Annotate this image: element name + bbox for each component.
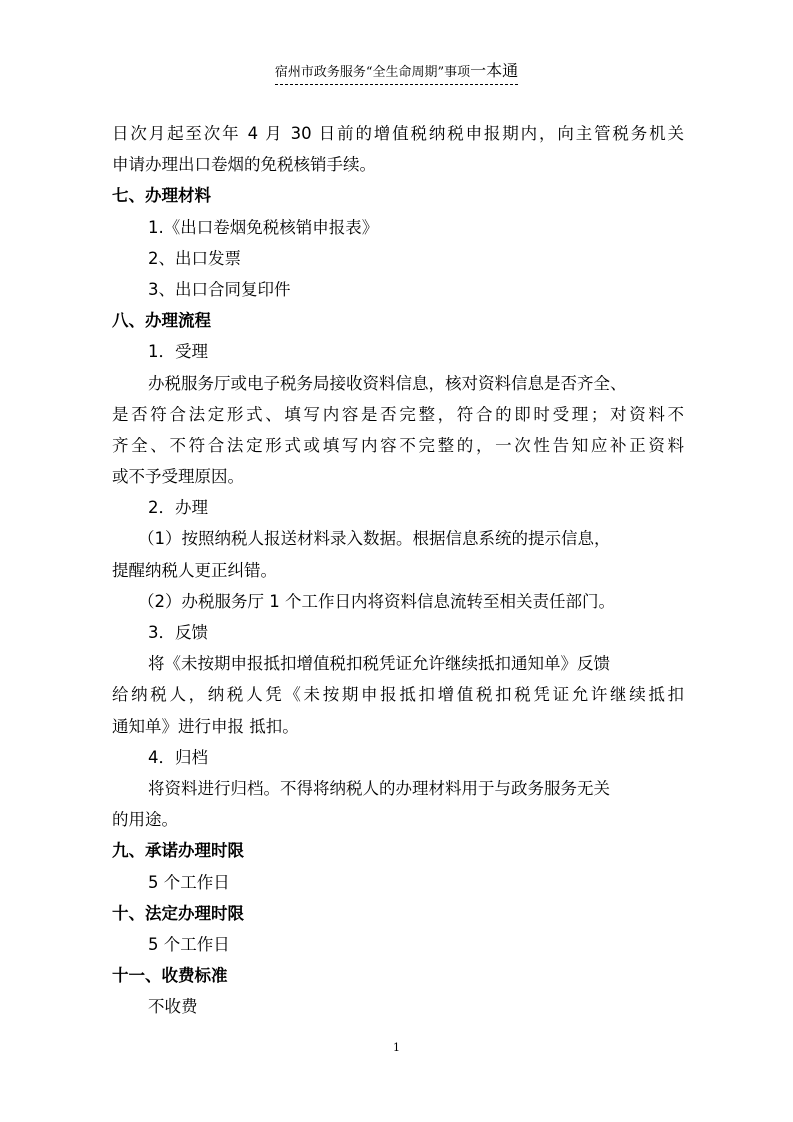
section-heading-materials: 七、办理材料 [112, 186, 211, 206]
step-heading-feedback: 3．反馈 [148, 623, 208, 642]
page-header [0, 62, 793, 85]
page-number: 1 [393, 1041, 400, 1054]
paragraph-line: 不收费 [148, 997, 198, 1017]
document-body [112, 118, 684, 1022]
paragraph-line: 齐全、不符合法定形式或填写内容不完整的，一次性告知应补正资料 [112, 435, 684, 455]
paragraph-line: 提醒纳税人更正纠错。 [112, 560, 277, 580]
header-title-tail: 一本通 [470, 61, 519, 80]
list-item: 2、出口发票 [148, 248, 241, 268]
paragraph-line: 的用途。 [112, 810, 178, 830]
paragraph-line: 或不予受理原因。 [112, 467, 244, 487]
section-heading-fees: 十一、收费标准 [112, 966, 228, 986]
paragraph-line: 将《未按期申报抵扣增值税扣税凭证允许继续抵扣通知单》反馈 [148, 654, 610, 674]
section-heading-promised-time: 九、承诺办理时限 [112, 841, 244, 861]
step-heading-handle: 2．办理 [148, 498, 208, 518]
paragraph-line: （2）办税服务厅 1 个工作日内将资料信息流转至相关责任部门。 [138, 591, 615, 611]
step-heading-archive: 4．归档 [148, 747, 208, 767]
paragraph-line: （1）按照纳税人报送材料录入数据。根据信息系统的提示信息， [138, 529, 611, 549]
header-title-underlined [275, 62, 518, 85]
paragraph-line: 5 个工作日 [148, 872, 230, 892]
header-title: 宿州市政务服务“全生命周期”事项 [274, 65, 471, 80]
paragraph-line: 给纳税人，纳税人凭《未按期申报抵扣增值税扣税凭证允许继续抵扣 [112, 685, 684, 705]
paragraph-line: 通知单》进行申报 抵扣。 [112, 716, 299, 736]
paragraph-line: 办税服务厅或电子税务局接收资料信息，核对资料信息是否齐全、 [148, 373, 627, 393]
paragraph-line: 日次月起至次年 4 月 30 日前的增值税纳税申报期内，向主管税务机关 [112, 124, 684, 143]
list-item: 1.《出口卷烟免税核销申报表》 [148, 217, 379, 237]
paragraph-line: 将资料进行归档。不得将纳税人的办理材料用于与政务服务无关 [148, 778, 610, 798]
list-item: 3、出口合同复印件 [148, 279, 291, 299]
paragraph-line: 5 个工作日 [148, 934, 230, 954]
section-heading-process: 八、办理流程 [112, 311, 211, 331]
paragraph-line: 申请办理出口卷烟的免税核销手续。 [112, 155, 376, 175]
section-heading-legal-time: 十、法定办理时限 [112, 903, 244, 923]
paragraph-line: 是否符合法定形式、填写内容是否完整，符合的即时受理；对资料不 [112, 404, 684, 424]
step-heading-accept: 1．受理 [148, 342, 208, 362]
